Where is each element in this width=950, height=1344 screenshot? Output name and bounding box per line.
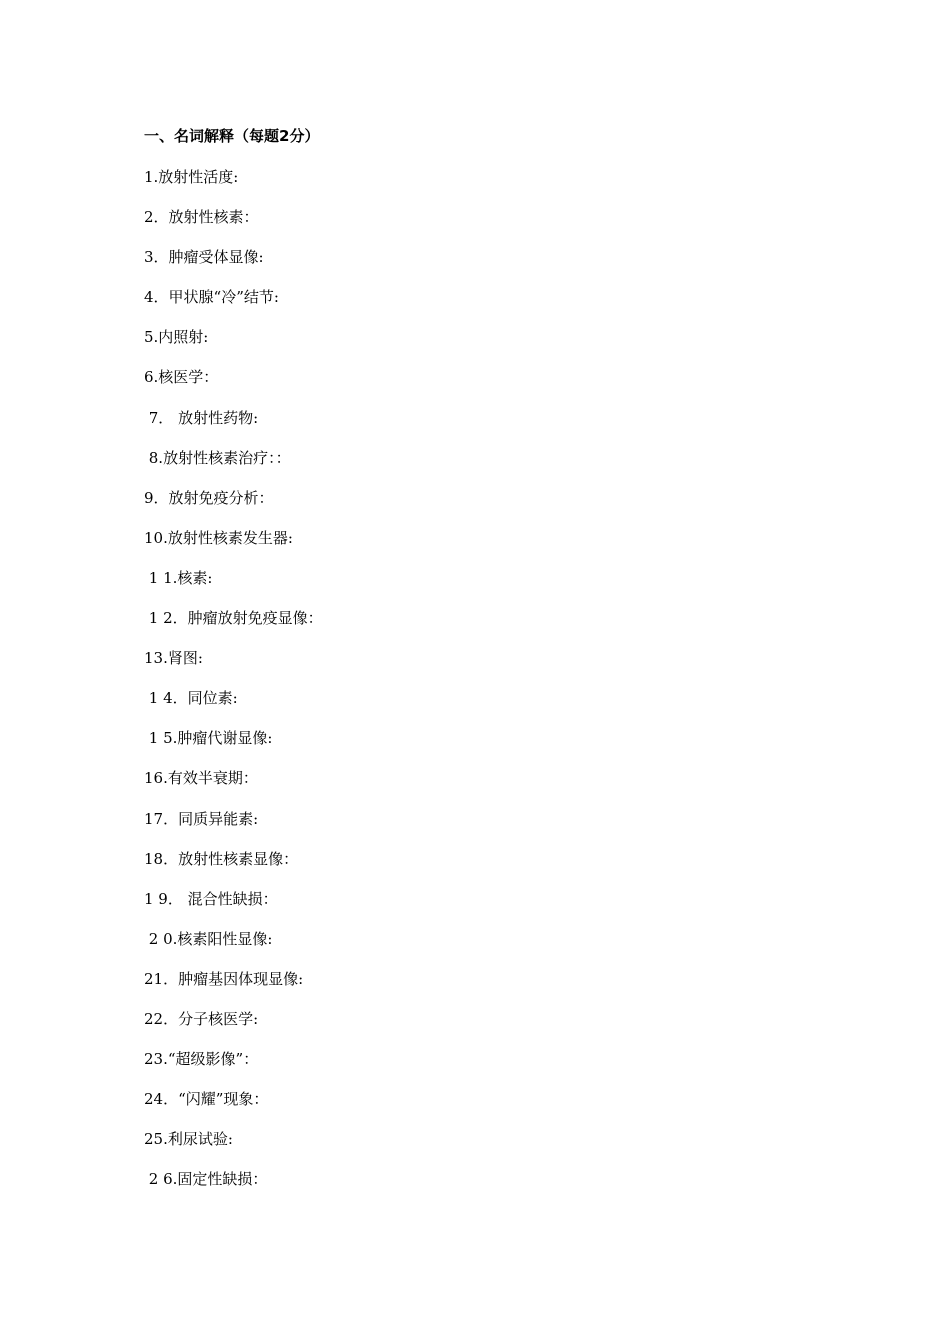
term-item: 6.核医学： bbox=[144, 368, 219, 387]
term-item: 5.内照射: bbox=[144, 328, 209, 347]
term-item: 2 6.固定性缺损： bbox=[144, 1170, 268, 1189]
term-item: 2 0.核素阳性显像: bbox=[144, 929, 273, 948]
term-item: 4．甲状腺“冷”结节: bbox=[144, 288, 279, 307]
term-item: 21．肿瘤基因体现显像: bbox=[144, 969, 304, 988]
term-item: 1 4．同位素: bbox=[144, 689, 238, 708]
term-item: 1 5.肿瘤代谢显像: bbox=[144, 729, 273, 748]
term-item: 23.“超级影像”： bbox=[144, 1050, 259, 1069]
term-list bbox=[144, 166, 323, 1208]
term-item: 10.放射性核素发生器: bbox=[144, 528, 293, 547]
term-item: 24．“闪耀”现象： bbox=[144, 1090, 269, 1109]
term-item: 18．放射性核素显像： bbox=[144, 849, 299, 868]
term-item: 9．放射免疫分析： bbox=[144, 488, 274, 507]
term-item: 1 1.核素: bbox=[144, 568, 213, 587]
term-item: 16.有效半衰期： bbox=[144, 769, 258, 788]
term-item: 25.利尿试验: bbox=[144, 1130, 233, 1149]
section-heading: 一、名词解释（每题2分） bbox=[144, 127, 320, 145]
term-item: 17．同质异能素: bbox=[144, 809, 259, 828]
term-item: 7． 放射性药物: bbox=[144, 408, 259, 427]
term-item: 1 9． 混合性缺损： bbox=[144, 889, 278, 908]
term-item: 2．放射性核素： bbox=[144, 208, 259, 227]
term-item: 3．肿瘤受体显像: bbox=[144, 248, 264, 267]
term-item: 1 2．肿瘤放射免疫显像： bbox=[144, 609, 323, 628]
term-item: 22．分子核医学: bbox=[144, 1009, 259, 1028]
term-item: 13.肾图: bbox=[144, 649, 203, 668]
term-item: 1.放射性活度: bbox=[144, 168, 239, 186]
term-item: 8.放射性核素治疗：： bbox=[144, 448, 291, 467]
